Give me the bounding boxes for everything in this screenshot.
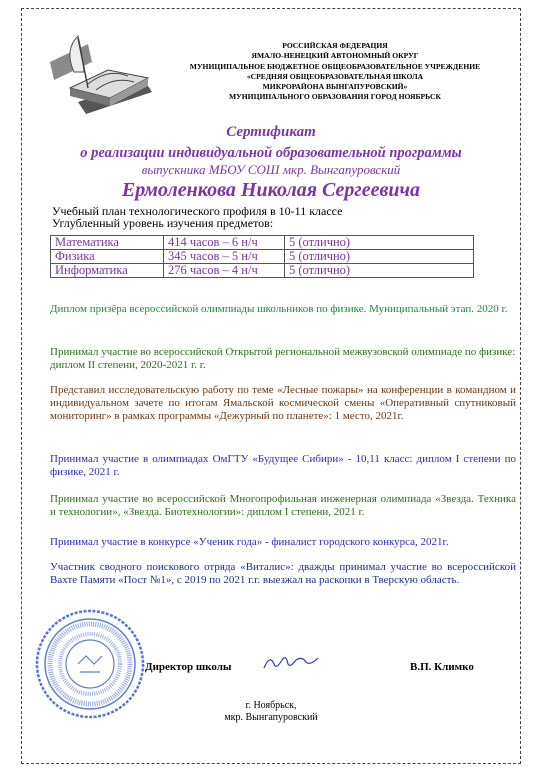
subject-hours: 276 часов – 4 н/ч bbox=[164, 264, 285, 278]
subject-grade: 5 (отлично) bbox=[285, 236, 474, 250]
subject-hours: 345 часов – 5 н/ч bbox=[164, 250, 285, 264]
achievement-search-squad: Участник сводного поискового отряда «Виталис»: дважды принимал участие во всероссийской Вахте Памяти «Пост №1», с 2019 по 2021 г.г. выезжал на раскопки в Тверскую область. bbox=[50, 561, 516, 586]
certificate-title: Сертификат bbox=[226, 124, 316, 140]
achievement-olympiad-physics: Диплом призёра всероссийской олимпиады школьников по физике. Муниципальный этап. 2020 г. bbox=[50, 303, 508, 315]
subject-hours: 414 часов – 6 н/ч bbox=[164, 236, 285, 250]
book-quill-emblem-icon bbox=[48, 32, 156, 114]
signature-icon bbox=[260, 652, 320, 674]
certificate-subtitle: о реализации индивидуальной образовательной программы bbox=[80, 145, 462, 161]
subject-grade: 5 (отлично) bbox=[285, 250, 474, 264]
achievement-student-of-year: Принимал участие в конкурсе «Ученик года» - финалист городского конкурса, 2021г. bbox=[50, 536, 449, 548]
subject-name: Математика bbox=[51, 236, 164, 250]
achievement-research-work: Представил исследовательскую работу по теме «Лесные пожары» на конференции в командном и индивидуальном зачете по итогам Ямальской космической смены «Оперативный спутниковый мониторинг» в рамках программы «Дежурный по планете»: 1 место, 2021г. bbox=[50, 384, 516, 422]
table-row bbox=[51, 264, 474, 278]
study-plan bbox=[52, 205, 342, 229]
subject-name: Физика bbox=[51, 250, 164, 264]
certificate-school: выпускника МБОУ СОШ мкр. Вынгапуровский bbox=[141, 162, 401, 177]
subject-name: Информатика bbox=[51, 264, 164, 278]
achievement-interuniversity-olympiad: Принимал участие во всероссийской Открытой региональной межвузовской олимпиаде по физике: диплом II степени, 2020-2021 г. г. bbox=[50, 346, 516, 371]
footer-district: мкр. Вынгапуровский bbox=[224, 712, 318, 723]
subject-grade: 5 (отлично) bbox=[285, 264, 474, 278]
achievement-omstu-olympiad: Принимал участие в олимпиадах ОмГТУ «Будущее Сибири» - 10,11 класс: диплом I степени по физике, 2021 г. bbox=[50, 453, 516, 478]
table-row bbox=[51, 236, 474, 250]
study-plan-line: Углубленный уровень изучения предметов: bbox=[52, 216, 274, 230]
director-title: Директор школы bbox=[145, 661, 232, 673]
study-plan-line: Учебный план технологического профиля в 10-11 классе bbox=[52, 204, 343, 218]
subjects-table bbox=[50, 235, 474, 278]
table-row bbox=[51, 250, 474, 264]
director-name: В.П. Климко bbox=[410, 661, 474, 673]
student-name: Ермоленкова Николая Сергеевича bbox=[121, 179, 421, 201]
footer-location bbox=[21, 700, 521, 724]
achievement-zvezda-olympiad: Принимал участие во всероссийской Многопрофильная инженерная олимпиада «Звезда. Техника и технологии», «Звезда. Биотехнологии»: диплом I степени, 2021 г. bbox=[50, 493, 516, 518]
school-header: РОССИЙСКАЯ ФЕДЕРАЦИЯ ЯМАЛО-НЕНЕЦКИЙ АВТОНОМНЫЙ ОКРУГ МУНИЦИПАЛЬНОЕ БЮДЖЕТНОЕ ОБЩЕОБРАЗОВАТЕЛЬНОЕ УЧРЕЖДЕНИЕ «СРЕДНЯЯ ОБЩЕОБРАЗОВАТЕЛЬНАЯ ШКОЛА МИКРОРАЙОНА ВЫНГАПУРОВСКИЙ» МУНИЦИПАЛЬНОГО ОБРАЗОВАНИЯ ГОРОД НОЯБРЬСК bbox=[189, 41, 481, 102]
footer-city: г. Ноябрьск, bbox=[245, 700, 297, 711]
